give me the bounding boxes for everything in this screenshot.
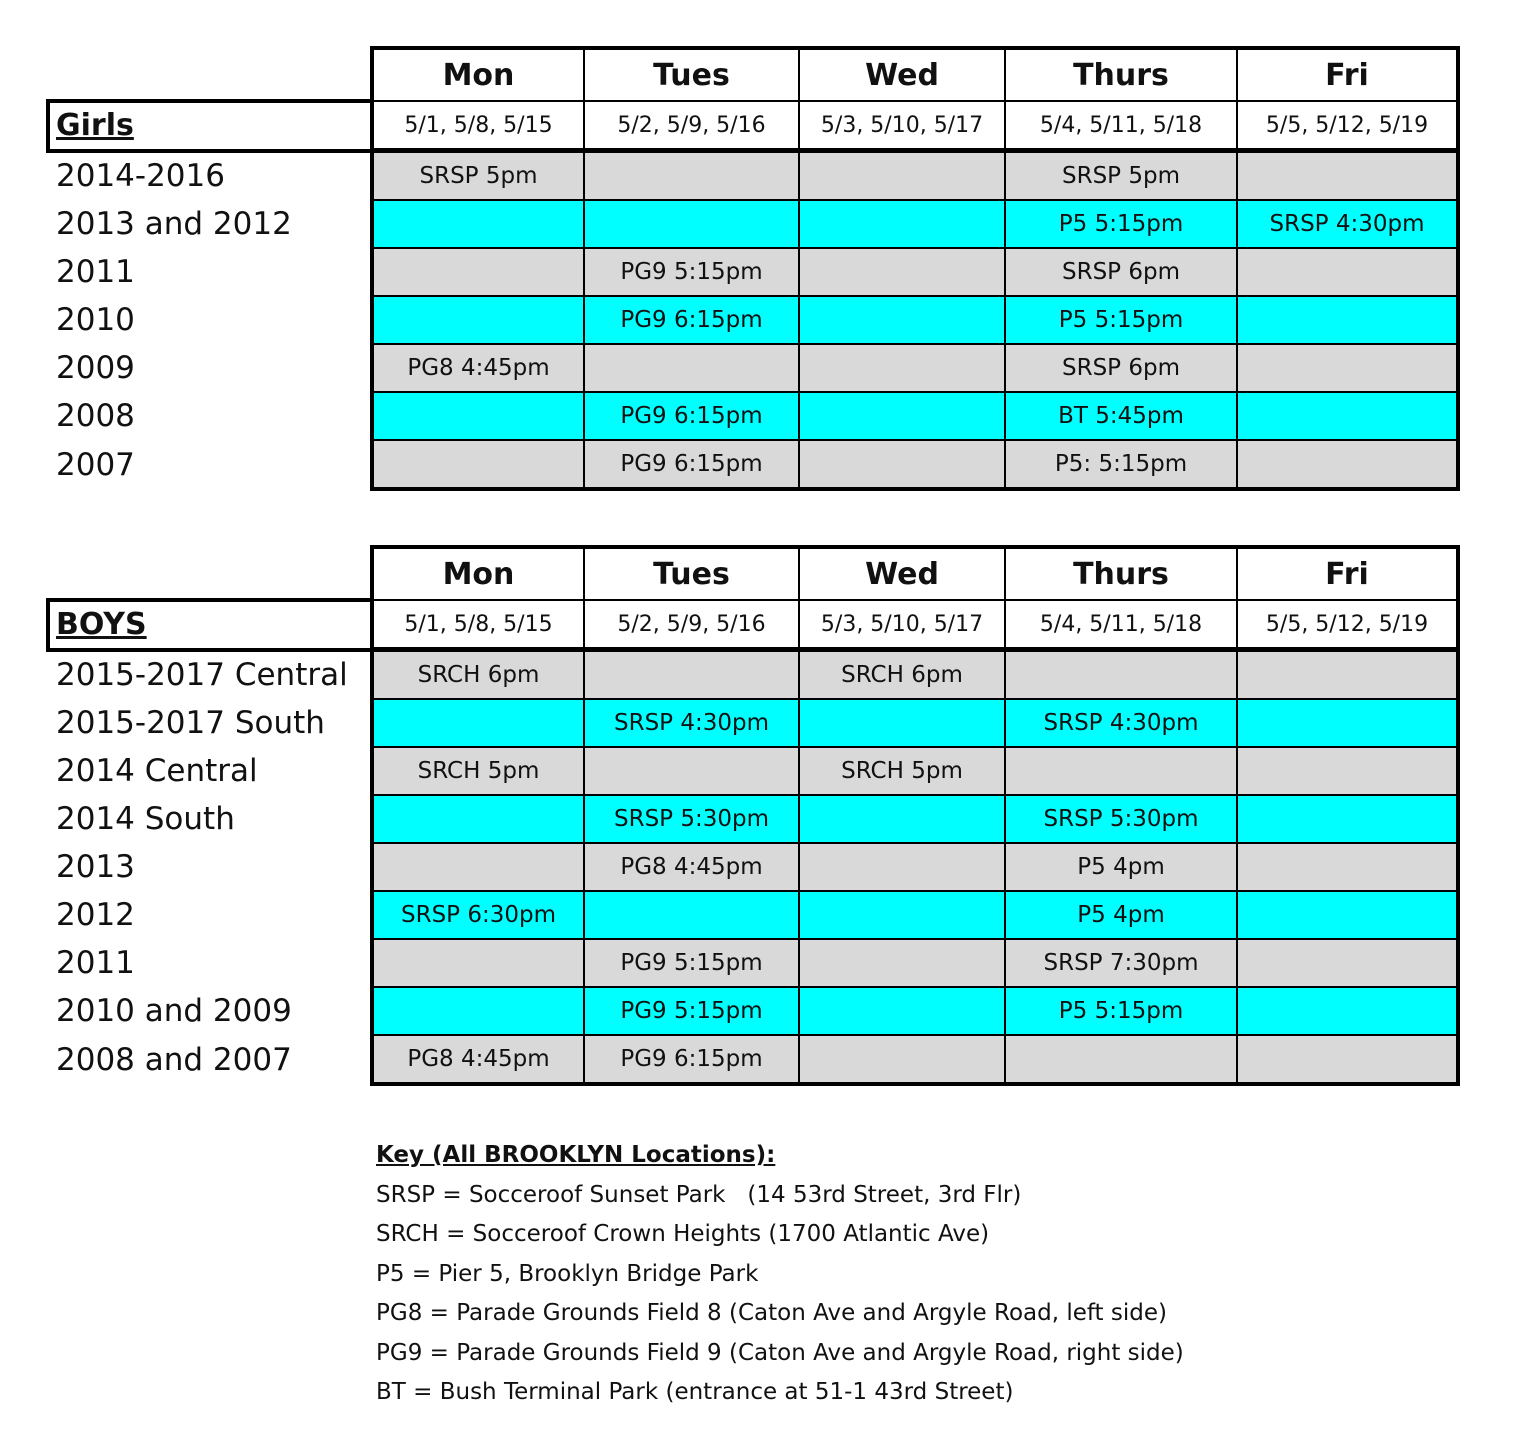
row-label: 2007 — [56, 446, 135, 483]
cell-tues: SRSP 4:30pm — [584, 699, 799, 747]
table-row — [48, 747, 1458, 795]
day-tues: Tues — [584, 48, 799, 101]
cell-fri: SRSP 4:30pm — [1237, 200, 1458, 248]
cell-thurs: P5: 5:15pm — [1005, 440, 1237, 489]
cell-thurs: BT 5:45pm — [1005, 392, 1237, 440]
cell-wed — [799, 891, 1005, 939]
cell-thurs: SRSP 6pm — [1005, 344, 1237, 392]
table-row — [48, 151, 1458, 201]
table-row — [48, 392, 1458, 440]
dates-tues: 5/2, 5/9, 5/16 — [584, 101, 799, 151]
row-label: 2013 — [56, 849, 135, 885]
boys-title: BOYS — [48, 600, 372, 650]
cell-tues: PG9 6:15pm — [584, 1035, 799, 1084]
cell-thurs: SRSP 7:30pm — [1005, 939, 1237, 987]
cell-mon: PG8 4:45pm — [372, 344, 584, 392]
table-row — [48, 987, 1458, 1035]
cell-wed — [799, 200, 1005, 248]
cell-wed — [799, 1035, 1005, 1084]
cell-tues: PG8 4:45pm — [584, 843, 799, 891]
table-row — [48, 891, 1458, 939]
cell-wed — [799, 151, 1005, 201]
key-item-srch: SRCH = Socceroof Crown Heights (1700 Atlantic Ave) — [376, 1221, 990, 1247]
cell-tues — [584, 151, 799, 201]
cell-wed — [799, 248, 1005, 296]
table-row — [48, 699, 1458, 747]
cell-mon: SRCH 5pm — [372, 747, 584, 795]
row-label: 2010 and 2009 — [56, 993, 292, 1029]
cell-thurs: P5 5:15pm — [1005, 987, 1237, 1035]
cell-wed — [799, 296, 1005, 344]
cell-tues: PG9 5:15pm — [584, 987, 799, 1035]
day-fri: Fri — [1237, 48, 1458, 101]
dates-thurs: 5/4, 5/11, 5/18 — [1005, 600, 1237, 650]
row-label: 2015-2017 South — [56, 705, 325, 741]
day-mon: Mon — [372, 48, 584, 101]
cell-wed — [799, 392, 1005, 440]
table-row — [48, 248, 1458, 296]
cell-wed — [799, 987, 1005, 1035]
dates-thurs: 5/4, 5/11, 5/18 — [1005, 101, 1237, 151]
cell-tues — [584, 747, 799, 795]
table-row — [48, 795, 1458, 843]
dates-wed: 5/3, 5/10, 5/17 — [799, 101, 1005, 151]
table-row — [48, 440, 1458, 489]
dates-wed: 5/3, 5/10, 5/17 — [799, 600, 1005, 650]
cell-tues: PG9 6:15pm — [584, 392, 799, 440]
table-row — [48, 1035, 1458, 1084]
dates-fri: 5/5, 5/12, 5/19 — [1237, 600, 1458, 650]
dates-row — [48, 600, 1458, 650]
day-mon: Mon — [372, 547, 584, 600]
dates-row — [48, 101, 1458, 151]
girls-schedule-table — [46, 46, 1460, 491]
cell-tues — [584, 891, 799, 939]
key-item-p5: P5 = Pier 5, Brooklyn Bridge Park — [376, 1260, 759, 1287]
cell-wed — [799, 699, 1005, 747]
cell-fri — [1237, 987, 1458, 1035]
cell-thurs: P5 4pm — [1005, 891, 1237, 939]
cell-fri — [1237, 699, 1458, 747]
cell-mon: SRCH 6pm — [372, 650, 584, 700]
day-thurs: Thurs — [1005, 547, 1237, 600]
row-label: 2010 — [56, 302, 135, 338]
cell-tues: SRSP 5:30pm — [584, 795, 799, 843]
cell-thurs: P5 5:15pm — [1005, 296, 1237, 344]
cell-mon — [372, 795, 584, 843]
row-label: 2014-2016 — [56, 158, 225, 195]
empty-corner — [48, 48, 372, 101]
day-header-row — [48, 547, 1458, 600]
key-item-pg8: PG8 = Parade Grounds Field 8 (Caton Ave and Argyle Road, left side) — [376, 1300, 1167, 1326]
cell-tues — [584, 200, 799, 248]
cell-fri — [1237, 392, 1458, 440]
cell-wed: SRCH 6pm — [799, 650, 1005, 700]
cell-tues: PG9 5:15pm — [584, 939, 799, 987]
dates-fri: 5/5, 5/12, 5/19 — [1237, 101, 1458, 151]
cell-fri — [1237, 344, 1458, 392]
cell-thurs — [1005, 747, 1237, 795]
day-fri: Fri — [1237, 547, 1458, 600]
table-row — [48, 843, 1458, 891]
table-row — [48, 296, 1458, 344]
cell-mon — [372, 392, 584, 440]
table-row — [48, 650, 1458, 700]
cell-fri — [1237, 248, 1458, 296]
row-label: 2008 and 2007 — [56, 1041, 292, 1078]
cell-fri — [1237, 843, 1458, 891]
row-label: 2012 — [56, 897, 135, 933]
cell-fri — [1237, 891, 1458, 939]
cell-thurs: P5 4pm — [1005, 843, 1237, 891]
cell-mon: SRSP 5pm — [372, 151, 584, 201]
cell-mon: SRSP 6:30pm — [372, 891, 584, 939]
cell-wed — [799, 795, 1005, 843]
cell-tues — [584, 344, 799, 392]
row-label: 2013 and 2012 — [56, 206, 292, 242]
cell-mon — [372, 200, 584, 248]
cell-fri — [1237, 1035, 1458, 1084]
key-item-srsp: SRSP = Socceroof Sunset Park (14 53rd Street, 3rd Flr) — [376, 1181, 1022, 1208]
cell-tues: PG9 5:15pm — [584, 248, 799, 296]
boys-schedule-table — [46, 545, 1460, 1086]
cell-mon — [372, 248, 584, 296]
row-label: 2008 — [56, 398, 135, 434]
cell-wed — [799, 344, 1005, 392]
row-label: 2014 Central — [56, 753, 258, 789]
day-wed: Wed — [799, 547, 1005, 600]
cell-mon — [372, 699, 584, 747]
row-label: 2015-2017 Central — [56, 657, 348, 694]
cell-fri — [1237, 151, 1458, 201]
empty-corner — [48, 547, 372, 600]
cell-thurs — [1005, 650, 1237, 700]
key-title: Key (All BROOKLYN Locations): — [376, 1142, 776, 1168]
row-label: 2011 — [56, 945, 135, 981]
cell-mon — [372, 939, 584, 987]
cell-thurs: SRSP 4:30pm — [1005, 699, 1237, 747]
cell-thurs — [1005, 1035, 1237, 1084]
cell-thurs: SRSP 5pm — [1005, 151, 1237, 201]
cell-wed — [799, 843, 1005, 891]
cell-mon — [372, 987, 584, 1035]
cell-wed: SRCH 5pm — [799, 747, 1005, 795]
cell-fri — [1237, 795, 1458, 843]
cell-mon — [372, 843, 584, 891]
row-label: 2009 — [56, 350, 135, 386]
cell-tues — [584, 650, 799, 700]
dates-tues: 5/2, 5/9, 5/16 — [584, 600, 799, 650]
table-row — [48, 344, 1458, 392]
row-label: 2011 — [56, 254, 135, 290]
table-row — [48, 200, 1458, 248]
dates-mon: 5/1, 5/8, 5/15 — [372, 600, 584, 650]
cell-thurs: SRSP 5:30pm — [1005, 795, 1237, 843]
day-tues: Tues — [584, 547, 799, 600]
day-wed: Wed — [799, 48, 1005, 101]
cell-fri — [1237, 747, 1458, 795]
day-thurs: Thurs — [1005, 48, 1237, 101]
cell-wed — [799, 939, 1005, 987]
cell-mon: PG8 4:45pm — [372, 1035, 584, 1084]
dates-mon: 5/1, 5/8, 5/15 — [372, 101, 584, 151]
girls-title: Girls — [48, 101, 372, 151]
cell-tues: PG9 6:15pm — [584, 440, 799, 489]
row-label: 2014 South — [56, 801, 235, 837]
cell-fri — [1237, 650, 1458, 700]
location-key — [376, 1136, 1184, 1413]
cell-mon — [372, 296, 584, 344]
key-item-bt: BT = Bush Terminal Park (entrance at 51-1 43rd Street) — [376, 1379, 1014, 1405]
cell-fri — [1237, 939, 1458, 987]
cell-wed — [799, 440, 1005, 489]
cell-thurs: P5 5:15pm — [1005, 200, 1237, 248]
cell-fri — [1237, 440, 1458, 489]
cell-fri — [1237, 296, 1458, 344]
cell-mon — [372, 440, 584, 489]
key-item-pg9: PG9 = Parade Grounds Field 9 (Caton Ave and Argyle Road, right side) — [376, 1339, 1184, 1366]
table-row — [48, 939, 1458, 987]
cell-tues: PG9 6:15pm — [584, 296, 799, 344]
day-header-row — [48, 48, 1458, 101]
cell-thurs: SRSP 6pm — [1005, 248, 1237, 296]
